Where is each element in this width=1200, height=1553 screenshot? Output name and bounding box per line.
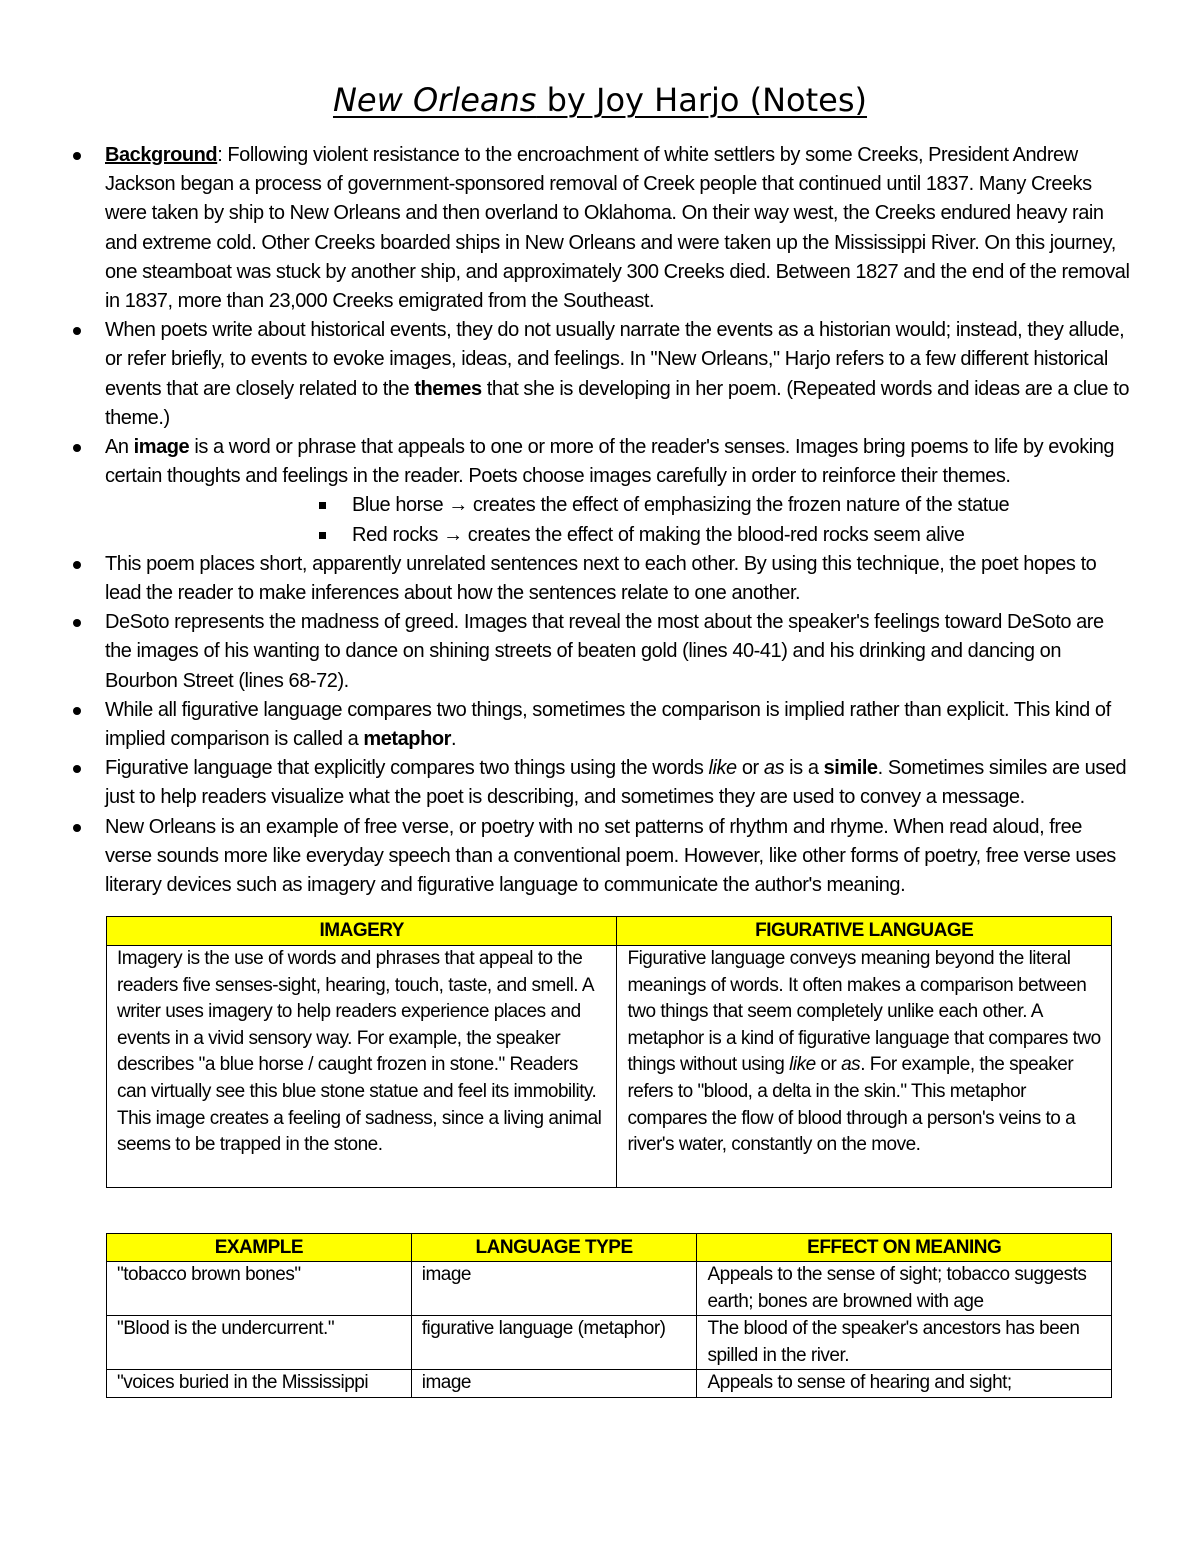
examples-table bbox=[106, 1233, 1112, 1398]
figurative-definition-cell bbox=[617, 946, 1112, 1188]
imagery-figurative-table bbox=[106, 916, 1112, 1188]
bullet-icon bbox=[73, 824, 81, 832]
list-item-text: When poets write about historical events, they do not usually narrate the events as a historian would; instead, they allude, or refer briefly, to events to evoke images, ideas, and feelings. In "New Orleans," Harjo refers to a few different historical events that are closely related to the bbox=[105, 319, 1125, 400]
cell-text: or bbox=[815, 1054, 842, 1076]
bullet-icon bbox=[73, 619, 81, 627]
bullet-icon bbox=[73, 327, 81, 335]
bold-term: image bbox=[133, 436, 190, 459]
list-item-text: creates the effect of emphasizing the frozen nature of the statue bbox=[467, 494, 1010, 517]
square-bullet-icon bbox=[319, 502, 326, 509]
table-row bbox=[107, 1262, 1112, 1316]
table-header-row bbox=[107, 917, 1112, 946]
cell-text: Figurative language conveys meaning beyond the literal meanings of words. It often makes a comparison between two things that seem completely unlike each other. A metaphor is a kind of figurative language that compares two things without using bbox=[627, 948, 1101, 1076]
list-item-text: that she is developing in her poem. (Repeated words and ideas are a clue to theme.) bbox=[105, 377, 1129, 429]
list-item bbox=[0, 608, 1200, 696]
list-item-text: New Orleans is an example of free verse, or poetry with no set patterns of rhythm and rhyme. When read aloud, free verse sounds more like everyday speech than a conventional poem. However, like other forms of poetry, free verse uses literary devices such as imagery and figurative language to communicate the author's meaning. bbox=[105, 815, 1116, 897]
table-cell: Appeals to sense of hearing and sight; bbox=[697, 1370, 1112, 1398]
cell-text: . For example, the speaker refers to "blood, a delta in the skin." This metaphor compares the flow of blood through a person's veins to a river's water, constantly on the move. bbox=[627, 1054, 1076, 1156]
table-header-cell: LANGUAGE TYPE bbox=[411, 1234, 697, 1262]
list-item-text: . bbox=[450, 728, 457, 751]
bullet-icon bbox=[73, 444, 81, 452]
table-row bbox=[107, 1316, 1112, 1370]
sub-list-item bbox=[0, 521, 1200, 550]
sub-list-item bbox=[0, 491, 1200, 520]
table-cell: image bbox=[411, 1370, 697, 1398]
table-row bbox=[107, 946, 1112, 1188]
list-item-text: . Sometimes similes are used just to help readers visualize what the poet is describing, and sometimes they are used to convey a message. bbox=[105, 757, 1127, 809]
list-item-text: While all figurative language compares two things, sometimes the comparison is implied rather than explicit. This kind of implied comparison is called a bbox=[105, 698, 1111, 751]
list-item bbox=[0, 141, 1200, 316]
page-title bbox=[0, 78, 1200, 122]
bold-term: themes bbox=[414, 377, 482, 400]
list-item bbox=[0, 696, 1200, 754]
table-row bbox=[107, 1370, 1112, 1398]
bullet-icon bbox=[73, 765, 81, 773]
table-header-cell: IMAGERY bbox=[107, 917, 617, 946]
table-header-row bbox=[107, 1234, 1112, 1262]
title-italic: New Orleans bbox=[332, 81, 537, 119]
italic-term: like bbox=[789, 1054, 816, 1076]
table-cell: "tobacco brown bones" bbox=[107, 1262, 412, 1316]
list-item-text: This poem places short, apparently unrelated sentences next to each other. By using this technique, the poet hopes to lead the reader to make inferences about how the sentences relate to one another. bbox=[105, 552, 1097, 605]
arrow-icon: → bbox=[448, 494, 468, 517]
bold-term: simile bbox=[823, 757, 878, 780]
notes-list bbox=[0, 141, 1200, 900]
list-item-text: An bbox=[105, 436, 134, 459]
list-item bbox=[0, 813, 1200, 901]
arrow-icon: → bbox=[443, 523, 463, 546]
table-cell: "Blood is the undercurrent." bbox=[107, 1316, 412, 1370]
table-header-cell: EXAMPLE bbox=[107, 1234, 412, 1262]
background-label: Background bbox=[105, 144, 218, 166]
list-item-text: DeSoto represents the madness of greed. Images that reveal the most about the speaker's feelings toward DeSoto are the images of his wanting to dance on shining streets of beaten gold (lines 40-41) and his drinking and dancing on Bourbon Street (lines 68-72). bbox=[105, 611, 1104, 692]
list-item-text: : Following violent resistance to the encroachment of white settlers by some Creeks, President Andrew Jackson began a process of government-sponsored removal of Creek people that continued until 1837. Many Creeks were taken by ship to New Orleans and then overland to Oklahoma. On their way west, the Creeks endured heavy rain and extreme cold. Other Creeks boarded ships in New Orleans and were taken up the Mississippi River. On this journey, one steamboat was stuck by another ship, and approximately 300 Creeks died. Between 1827 and the end of the removal in 1837, more than 23,000 Creeks emigrated from the Southeast. bbox=[105, 144, 1130, 313]
imagery-definition-cell: Imagery is the use of words and phrases that appeal to the readers five senses-sight, hearing, touch, taste, and smell. A writer uses imagery to help readers experience places and events in a vivid sensory way. For example, the speaker describes "a blue horse / caught frozen in stone." Readers can virtually see this blue stone statue and feel its immobility. This image creates a feeling of sadness, since a living animal seems to be trapped in the stone. bbox=[107, 946, 617, 1188]
table-cell: "voices buried in the Mississippi bbox=[107, 1370, 412, 1398]
italic-term: as bbox=[763, 757, 785, 780]
table-header-cell: FIGURATIVE LANGUAGE bbox=[617, 917, 1112, 946]
italic-term: as bbox=[841, 1054, 861, 1076]
bullet-icon bbox=[73, 152, 81, 160]
list-item bbox=[0, 316, 1200, 433]
table-cell: image bbox=[411, 1262, 697, 1316]
bold-term: metaphor bbox=[363, 728, 451, 751]
list-item-text: creates the effect of making the blood-red rocks seem alive bbox=[462, 523, 965, 546]
list-item-text: Red rocks bbox=[352, 523, 444, 546]
square-bullet-icon bbox=[319, 532, 326, 539]
table-cell: Appeals to the sense of sight; tobacco suggests earth; bones are browned with age bbox=[697, 1262, 1112, 1316]
list-item bbox=[0, 433, 1200, 491]
table-cell: figurative language (metaphor) bbox=[411, 1316, 697, 1370]
italic-term: like bbox=[708, 757, 737, 780]
title-rest: by Joy Harjo (Notes) bbox=[536, 81, 868, 119]
list-item-text: is a word or phrase that appeals to one or more of the reader's senses. Images bring poems to life by evoking certain thoughts and feelings in the reader. Poets choose images carefully in order to reinforce their themes. bbox=[105, 436, 1115, 488]
bullet-icon bbox=[73, 561, 81, 569]
table-cell: The blood of the speaker's ancestors has been spilled in the river. bbox=[697, 1316, 1112, 1370]
list-item-text: Blue horse bbox=[352, 494, 449, 517]
list-item bbox=[0, 754, 1200, 812]
list-item-text: or bbox=[736, 757, 764, 780]
list-item bbox=[0, 550, 1200, 608]
table-header-cell: EFFECT ON MEANING bbox=[697, 1234, 1112, 1262]
list-item-text: is a bbox=[784, 757, 824, 780]
bullet-icon bbox=[73, 707, 81, 715]
list-item-text: Figurative language that explicitly compares two things using the words bbox=[105, 757, 709, 780]
